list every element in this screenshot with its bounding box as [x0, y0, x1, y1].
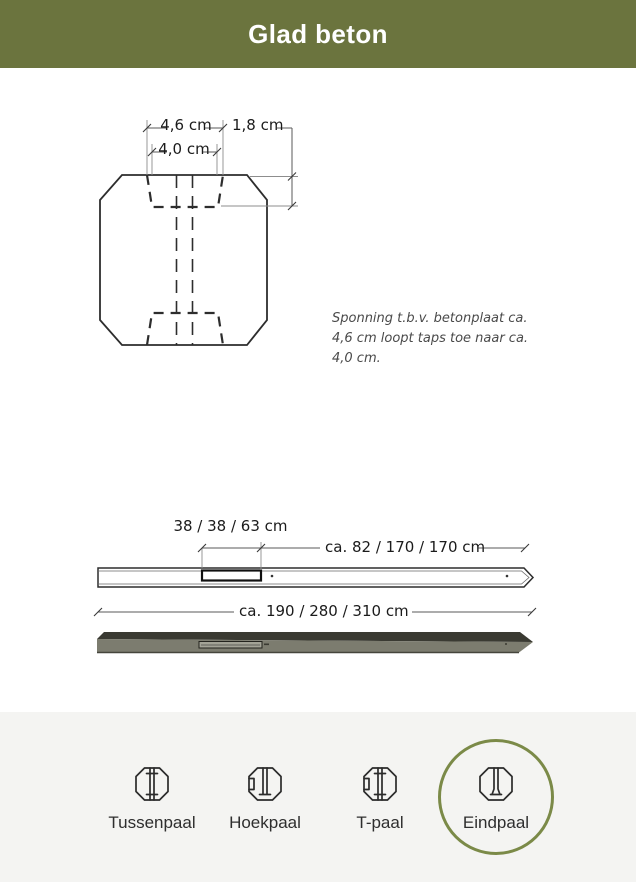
sponning-groove-dashed [147, 175, 223, 345]
post-type-label: Tussenpaal [108, 813, 196, 832]
post-type-option-tussenpaal[interactable] [97, 765, 207, 833]
t-paal-icon [361, 765, 399, 803]
post-type-label: Eindpaal [462, 813, 530, 832]
page-title: Glad beton [248, 18, 388, 49]
post-type-option-t-paal[interactable] [325, 765, 435, 833]
dim-label-depth: 1,8 cm [232, 116, 284, 134]
dim-label-above-ground: ca. 82 / 170 / 170 cm [320, 538, 478, 556]
dim-label-inner-width: 4,0 cm [158, 140, 210, 158]
dim-label-outer-width: 4,6 cm [160, 116, 212, 134]
post-3d-drawing [97, 632, 533, 653]
dim-label-sponning-length: 38 / 38 / 63 cm [173, 517, 288, 535]
post-type-label: T-paal [356, 813, 404, 832]
post-outline-drawing [98, 568, 533, 587]
post-type-selector [0, 712, 636, 882]
post-type-option-hoekpaal[interactable] [210, 765, 320, 833]
hoekpaal-icon [246, 765, 284, 803]
diagram-area [0, 68, 636, 712]
dim-label-total-length: ca. 190 / 280 / 310 cm [234, 602, 412, 620]
tussenpaal-icon [133, 765, 171, 803]
header-bar [0, 0, 636, 68]
eindpaal-icon [477, 765, 515, 803]
post-type-label: Hoekpaal [229, 813, 301, 832]
post-type-option-eindpaal[interactable] [441, 765, 551, 833]
sponning-note: Sponning t.b.v. betonplaat ca. 4,6 cm loopt taps toe naar ca. 4,0 cm. [332, 311, 529, 367]
cross-section-outline [100, 175, 267, 345]
